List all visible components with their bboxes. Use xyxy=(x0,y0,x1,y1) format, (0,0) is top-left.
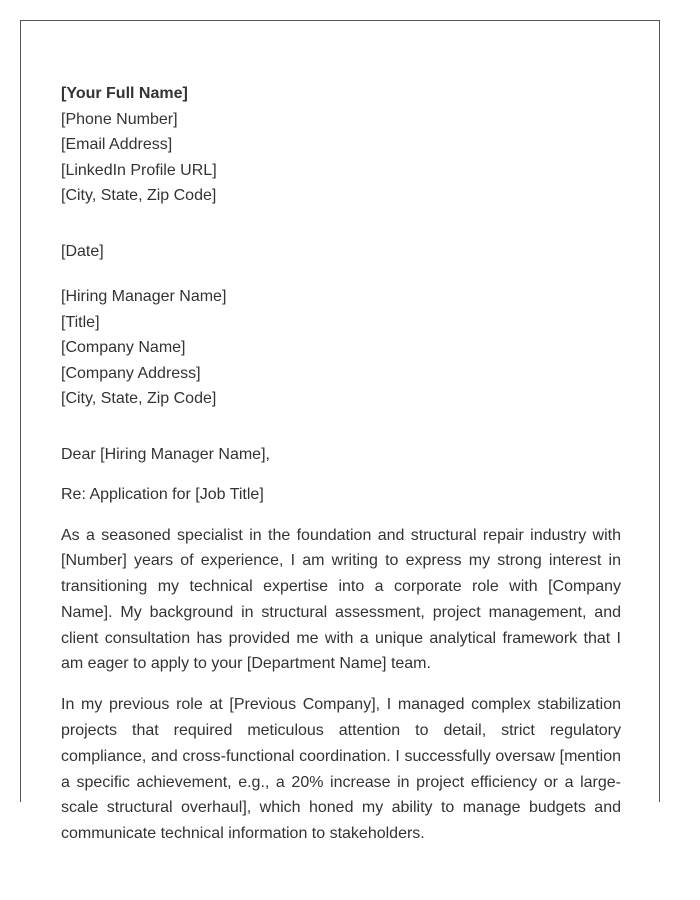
salutation: Dear [Hiring Manager Name], xyxy=(61,445,270,463)
salutation-block xyxy=(61,442,621,468)
recipient-title: [Title] xyxy=(61,313,100,331)
sender-phone: [Phone Number] xyxy=(61,110,178,128)
re-block xyxy=(61,482,621,508)
sender-name: [Your Full Name] xyxy=(61,85,188,102)
recipient-address: [Company Address] xyxy=(61,364,201,382)
body-paragraph-2: In my previous role at [Previous Company], I managed complex stabilization projects that required meticulous attention to detail, strict regulatory compliance, and cross-functional coordination. I successfully oversaw [mention a specific achievement, e.g., a 20% increase in project efficiency or a large-scale structural overhaul], which honed my ability to manage budgets and communicate technical information to stakeholders. xyxy=(61,696,621,843)
re-line: Re: Application for [Job Title] xyxy=(61,486,264,503)
recipient-city: [City, State, Zip Code] xyxy=(61,390,217,407)
sender-block xyxy=(61,81,621,209)
letter-date: [Date] xyxy=(61,242,104,260)
sender-city: [City, State, Zip Code] xyxy=(61,187,217,204)
sender-email: [Email Address] xyxy=(61,136,173,153)
date-block xyxy=(61,239,621,265)
letter-page xyxy=(20,20,660,843)
body-paragraph-1: As a seasoned specialist in the foundation and structural repair industry with [Number] years of experience, I am writing to express my strong interest in transitioning my technical expertise into a corporate role with [Company Name]. My background in structural assessment, project management, and client consultation has provided me with a unique analytical framework that I am eager to apply to your [Department Name] team. xyxy=(61,526,621,673)
recipient-name: [Hiring Manager Name] xyxy=(61,288,227,305)
sender-linkedin: [LinkedIn Profile URL] xyxy=(61,161,217,179)
letter-content xyxy=(61,81,621,847)
recipient-block xyxy=(61,284,621,412)
recipient-company: [Company Name] xyxy=(61,339,186,356)
